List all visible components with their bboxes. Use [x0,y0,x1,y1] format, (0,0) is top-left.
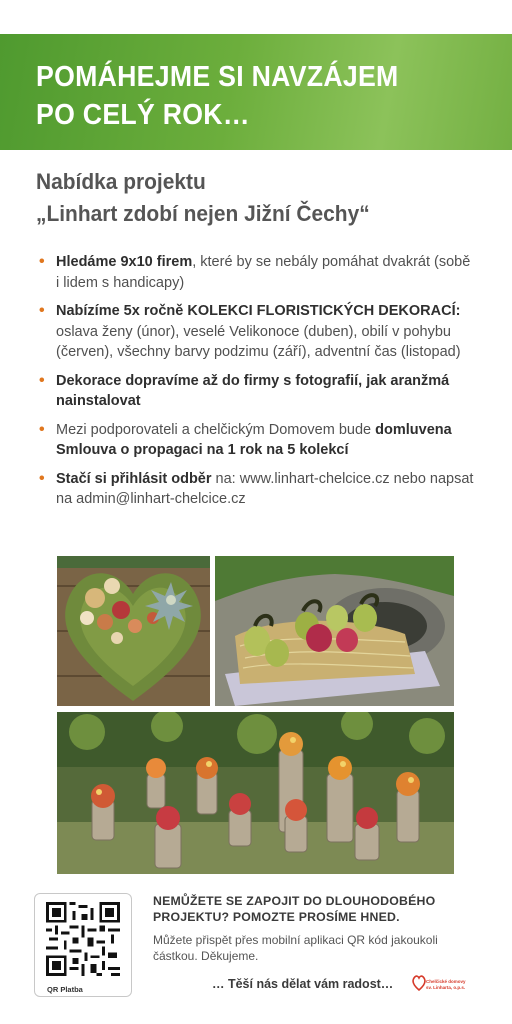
thanks-text: … Těší nás dělat vám radost… [212,977,394,991]
banner-title-line-1: POMÁHEJME SI NAVZÁJEM [36,61,399,93]
list-item [36,469,476,510]
photo-easter-basket [215,556,454,706]
bullet-icon: • [39,420,45,438]
bullet-text: , které by se nebály pomáhat dvakrát (sobě i lidem s handicapy) [56,254,471,291]
bullet-bold-text: Dekorace dopravíme až do firmy s fotografií, jak aranžmá nainstalovat [56,372,450,409]
photo-log-arrangements [57,712,454,874]
bullet-text: na: www.linhart-chelcice.cz nebo napsat na admin@linhart-chelcice.cz [56,470,474,507]
qr-code-box [34,893,132,997]
qr-label: QR Platba [47,985,83,994]
subtitle-line-1: Nabídka projektu [36,169,206,194]
cta-text: Můžete přispět přes mobilní aplikaci QR kód jakoukoli částkou. Děkujeme. [153,933,438,963]
list-item [36,420,476,461]
logo-line-1: Chelčické domovy [426,979,466,984]
list-item [36,371,476,412]
cta-title: NEMŮŽETE SE ZAPOJIT DO DLOUHODOBÉHO PROJEKTU? POMOZTE PROSÍME HNED. [153,894,436,924]
qr-code-icon [46,902,120,976]
bullet-icon: • [39,302,45,319]
logo-line-2: sv. Linharta, o.p.s. [426,985,466,990]
bullet-icon: • [39,253,45,270]
bullet-bold-text: Stačí si přihlásit odběr [56,470,212,487]
banner-title-line-2: PO CELÝ ROK… [36,99,250,131]
subtitle-line-2: „Linhart zdobí nejen Jižní Čechy“ [36,201,370,226]
bullet-text: oslava ženy (únor), veselé Velikonoce (duben), obilí v pohybu (červen), všechny barvy podzimu (září), adventní čas (listopad) [56,323,461,360]
offer-list [36,252,476,518]
organization-logo [412,972,476,996]
bullet-bold-text: Nabízíme 5x ročně KOLEKCI FLORISTICKÝCH DEKORACÍ: [56,303,461,319]
photo-heart-wreath [57,556,210,706]
bullet-bold-text: domluvena Smlouva o propagaci na 1 rok na 5 kolekcí [56,421,452,458]
title-banner [0,34,512,150]
bullet-text: Mezi podporovateli a chelčickým Domovem bude [56,421,376,438]
bullet-icon: • [39,469,45,487]
heart-logo-icon [412,972,426,994]
list-item [36,252,476,293]
bullet-bold-text: Hledáme 9x10 firem [56,254,193,270]
banner-title [36,58,399,134]
list-item [36,301,476,363]
bullet-icon: • [39,371,45,389]
project-subtitle [36,166,473,230]
